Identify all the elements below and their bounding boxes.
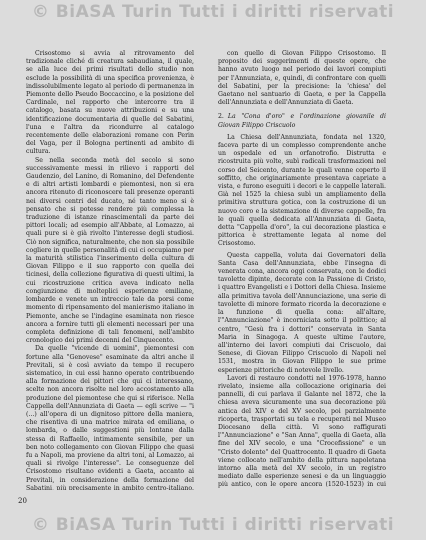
left-paragraph: Se nella seconda metà del secolo si sono successivamente messi in rilievo i rapporti del Gaudenzio, del Lanino, di Romanino, del Defendente e di altri artisti lombardi e piemontesi, non si era ancora ritenuto di riconoscere tali presenze operanti nei diversi centri del ducato, né tanto meno si è pensato che si potesse rendere più complessa la traduzione di istanze rinascimentali da parte dei pittori locali; ad esempio all'Abbate, al Lomazzo, ai quali pure si è già rivolto l'interesse degli studiosi. Ciò non significa, naturalmente, che non sia possibile cogliere in quelle personalità di cui ci occupiamo per la maturità stilistica l'inserimento della cultura di Giovan Filippo e il suo rapporto con quella dei ticinesi, della collezione figurativa di questi ultimi, la cui ricostruzione critica aveva indicato nella congiunzione di molteplici esperienze emiliane, lombarde e venete un intreccio tale da porsi come momento di ripensamento del manierismo italiano in Piemonte, anche se l'indagine esaminata non riesce ancora a fornire tutti gli elementi necessari per una completa definizione di tali fenomeni, nell'ambito cronologico dei primi decenni del Cinquecento. (26, 156, 194, 345)
right-text-column (218, 50, 386, 490)
watermark-top: © BiASA Turin Tutti i diritti riservati (31, 2, 395, 22)
right-intro-paragraph: con quello di Giovan Filippo Crisostomo. Il proposito dei suggerimenti di queste opere, che hanno avuto luogo nel periodo dei lavori compiuti per l'Annunziata, e, quindi, di confrontare con quelli del Sabatini, per la precisione: la 'chiesa' del Gaetano nel santuario di Gaeta, e per la Cappella dell'Annunziata e dell'Annunziata di Gaeta. (218, 50, 386, 107)
page-number: 20 (18, 497, 27, 505)
section-title: La "Cona d'oro" e l'ordinazione giovanile di Giovan Filippo Criscuolo (218, 113, 386, 129)
left-paragraph: Crisostomo si avvia al ritrovamento del tradizionale cliché di creatura sabaudiana, il quale, se alla luce dei primi risultati dello studio non esclude la possibilità di una specifica provenienza, è indissolubilmente legato al periodo di permanenza in Piemonte dello Pseudo Boccaccino, e la posizione del Cardinale, nel rapporto che intercorre tra il catalogo, basata su nuove attribuzioni e su una identificazione documentaria di quelle del Sabatini, l'una e l'altra da ricondurre al catalogo recentemente delle elaborazioni romane con Perin del Vaga, per il Bologna pertinenti ad ambito di cultura. (26, 50, 194, 156)
section-heading (218, 113, 386, 129)
left-paragraph: Da quelle "vicende di uomini", piemontesi con fortune alla "Genovese" esaminate da altri anche il Previtali, si è così avviato da tempo il recupero sistematico, in cui essi hanno operato contribuendo alla formazione dei pittori che qui ci interessano, scelte non ancora risolte nel loro accostamento alla produzione del piemontese che qui si riferisce. Nella Cappella dell'Annunziata di Gaeta — egli scrive — "i (...) all'opera di un dignitoso pittore della maniera, che risentiva di una matrice mirata ed emiliana, o lombarda, o dalle suggestioni più lontane dalla stessa di Raffaello, intimamente sensibile, per un ben noto collegamento con Giovan Filippo che quasi fu a Napoli, ma proviene da altri toni, al Lomazzo, ai quali si rivolge l'interesse". Le conseguenze del Crisostomo risultano evidenti a Gaeta, accanto ai Previtali, in considerazione della formazione del Sabatini, più precisamente in ambito centro-italiano. (26, 345, 194, 490)
right-paragraph: La Chiesa dell'Annunziata, fondata nel 1320, faceva parte di un complesso comprendente anche un ospedale ed un orfanotrofio. Distrutta e ricostruita più volte, subì radicali trasformazioni nel corso del Seicento, durante le quali venne coperto il soffitto, che originariamente presentava capriate a vista, e furono eseguiti i decori e le cappelle laterali. Già nel 1525 la chiesa subì un ampliamento della primitiva struttura gotica, con la costruzione di un nuovo coro e la sistemazione di diverse cappelle, fra le quali quella dedicata all'Annunziata di Gaeta, detta "Cappella d'oro", la cui decorazione plastica e pittorica è strettamente legata al nome del Crisostomo. (218, 133, 386, 248)
right-paragraph: Questa cappella, voluta dai Governatori della Santa Casa dell'Annunziata, ebbe l'insegna di venerata cona, ancora oggi conservata, con le dodici tavolette dipinte, decorate con la Passione di Cristo, i quattro Evangelisti e i Dottori della Chiesa. Insieme alla primitiva tavola dell'Annunciazione, una serie di tavolette di minore formato ricorda la decorazione e la funzione di quella cona: all'altare, l'"Annunciazione" è incorniciata sotto il polittico; al centro, "Gesù fra i dottori" conservata in Santa Maria in Sinagoga. A queste ultime l'autore, all'interno dei lavori compiuti dai Criscuolo, dai Senese, di Giovan Filippo Criscuolo di Napoli nel 1531, mostra in Giovan Filippo le sue prime esperienze pittoriche di notevole livello. (218, 251, 386, 374)
right-paragraph: Lavori di restauro condotti nel 1976-1978, hanno rivelato, insieme alla collocazione originaria dei pannelli, di cui parlava il Galante nel 1872, che la chiesa aveva sicuramente una sua decorazione più antica del XIV e del XV secolo, poi parzialmente ricoperta, trasportati su tela e recuperati nel Museo Diocesano della città. Vi sono raffigurati l'"Annunciazione" e "San Anna", quella di Gaeta, alla fine del XIV secolo, e una "Crocefissione" e un "Cristo dolente" del Quattrocento. Il quadro di Gaeta viene collocato nell'ambito della pittura napoletana intorno alla metà del XV secolo, in un registro mediato dalle esperienze senesi e da un linguaggio più antico, con le opere ancora (1520-1523) in cui (218, 374, 386, 489)
section-number: 2. (218, 113, 224, 121)
watermark-bottom: © BiASA Turin Tutti i diritti riservati (31, 515, 395, 535)
left-text-column (26, 50, 194, 490)
